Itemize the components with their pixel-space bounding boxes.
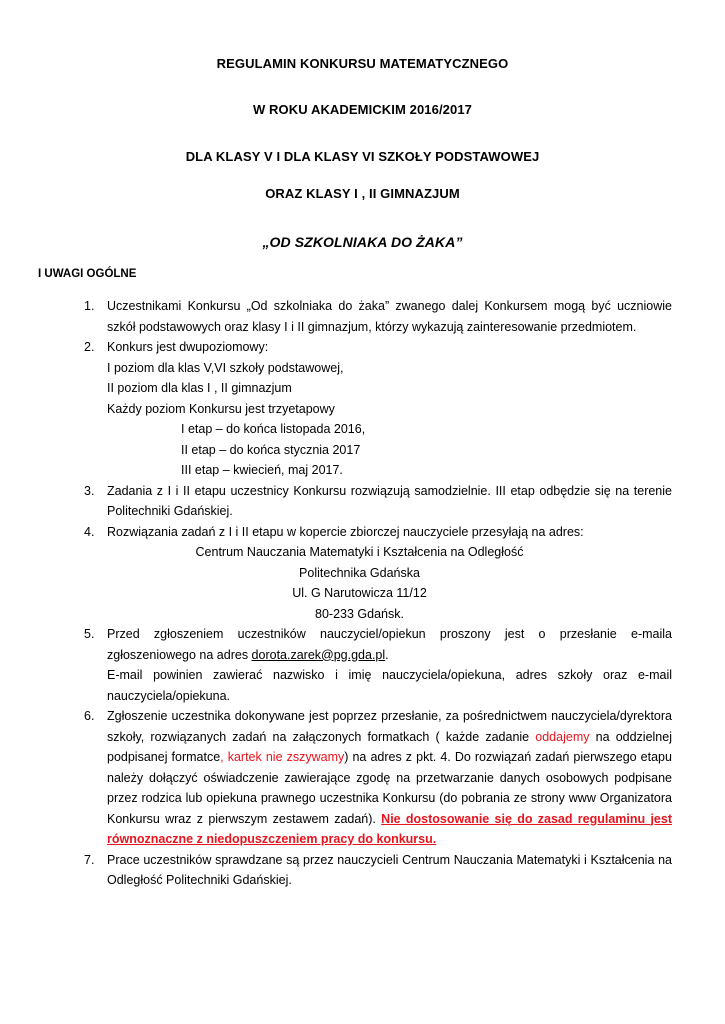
title-line-2: W ROKU AKADEMICKIM 2016/2017 [252,102,473,117]
title-line-4: ORAZ KLASY I , II GIMNAZJUM [265,186,460,201]
title-line-1: REGULAMIN KONKURSU MATEMATYCZNEGO [216,56,509,71]
item-text-part: . [385,647,389,662]
stages-intro: Każdy poziom Konkursu jest trzyetapowy [107,401,335,416]
address-line-4: 80-233 Gdańsk. [315,606,404,621]
highlight-red: oddajemy [535,729,590,744]
stage-1: I etap – do końca listopada 2016, [181,422,366,436]
list-item-7 [0,850,725,891]
item-text-part: Przed zgłoszeniem uczestników nauczyciel/opiekun proszony jest o przesłanie e-maila zgłoszeniowego na adres [107,627,672,662]
rules-list [0,296,725,891]
list-item-6 [0,706,725,850]
section-heading: I UWAGI OGÓLNE [38,268,137,280]
item-number: 7. [84,852,95,867]
item-number: 3. [84,483,95,498]
item-text: Uczestnikami Konkursu „Od szkolniaka do żaka” zwanego dalej Konkursem mogą być uczniowie szkół podstawowych oraz klasy I i II gimnazjum, którzy wykazują zainteresowanie przedmiotem. [107,299,672,334]
warning-text: Nie dostosowanie się do zasad regulaminu jest równoznaczne z niedopuszczeniem pracy do konkursu. [107,811,672,846]
item-number: 4. [84,524,95,539]
item-text: Rozwiązania zadań z I i II etapu w kopercie zbiorczej nauczyciele przesyłają na adres: [107,524,584,539]
item-text: Zadania z I i II etapu uczestnicy Konkursu rozwiązują samodzielnie. III etap odbędzie się na terenie Politechniki Gdańskiej. [107,483,672,518]
item-text [107,706,672,850]
email-requirements: E-mail powinien zawierać nazwisko i imię nauczyciela/opiekuna, adres szkoły oraz e-mail nauczyciela/opiekuna. [107,668,672,703]
list-item-5 [0,624,725,706]
level-2-text: II poziom dla klas I , II gimnazjum [107,381,292,395]
list-item-1 [0,296,725,337]
item-text-part: na oddzielnej podpisanej formatce [107,729,672,764]
list-item-3 [0,481,725,522]
item-number: 5. [84,627,95,641]
stage-2: II etap – do końca stycznia 2017 [181,442,361,457]
item-text: Konkurs jest dwupoziomowy: [107,340,269,354]
address-line-1: Centrum Nauczania Matematyki i Kształcenia na Odległość [195,545,524,559]
highlight-red: , kartek nie zszywamy [220,750,345,764]
stage-3: III etap – kwiecień, maj 2017. [181,463,343,477]
address-line-2: Politechnika Gdańska [299,565,420,580]
address-line-3: Ul. G Narutowicza 11/12 [292,586,427,600]
title-line-3: DLA KLASY V I DLA KLASY VI SZKOŁY PODSTAWOWEJ [185,149,540,164]
item-text: Prace uczestników sprawdzane są przez nauczycieli Centrum Nauczania Matematyki i Kształcenia na Odległość Politechniki Gdańskiej. [107,852,672,887]
list-item-4 [0,522,725,625]
item-text [107,624,672,665]
item-number: 6. [84,709,95,723]
item-text-part: ) na adres z pkt. 4. Do rozwiązań zadań pierwszego etapu należy dołączyć oświadczenie zawierające zgodę na przetwarzanie danych osobowych podpisane przez rodzica lub opiekuna prawnego uczestnika Konkursu (do pobrania ze strony www Organizatora Konkursu wraz z pierwszym zestawem zadań). [107,750,672,826]
contest-motto: „OD SZKOLNIAKA DO ŻAKA” [262,234,463,250]
level-1-text: I poziom dla klas V,VI szkoły podstawowej, [107,360,344,375]
list-item-2 [0,337,725,481]
item-number: 1. [84,299,95,313]
email-link[interactable]: dorota.zarek@pg.gda.pl [251,647,386,662]
item-text-part: Zgłoszenie uczestnika dokonywane jest poprzez przesłanie, za pośrednictwem nauczyciela/dyrektora szkoły, rozwiązanych zadań na załączonych formatkach ( każde zadanie [107,709,672,744]
item-number: 2. [84,340,95,354]
